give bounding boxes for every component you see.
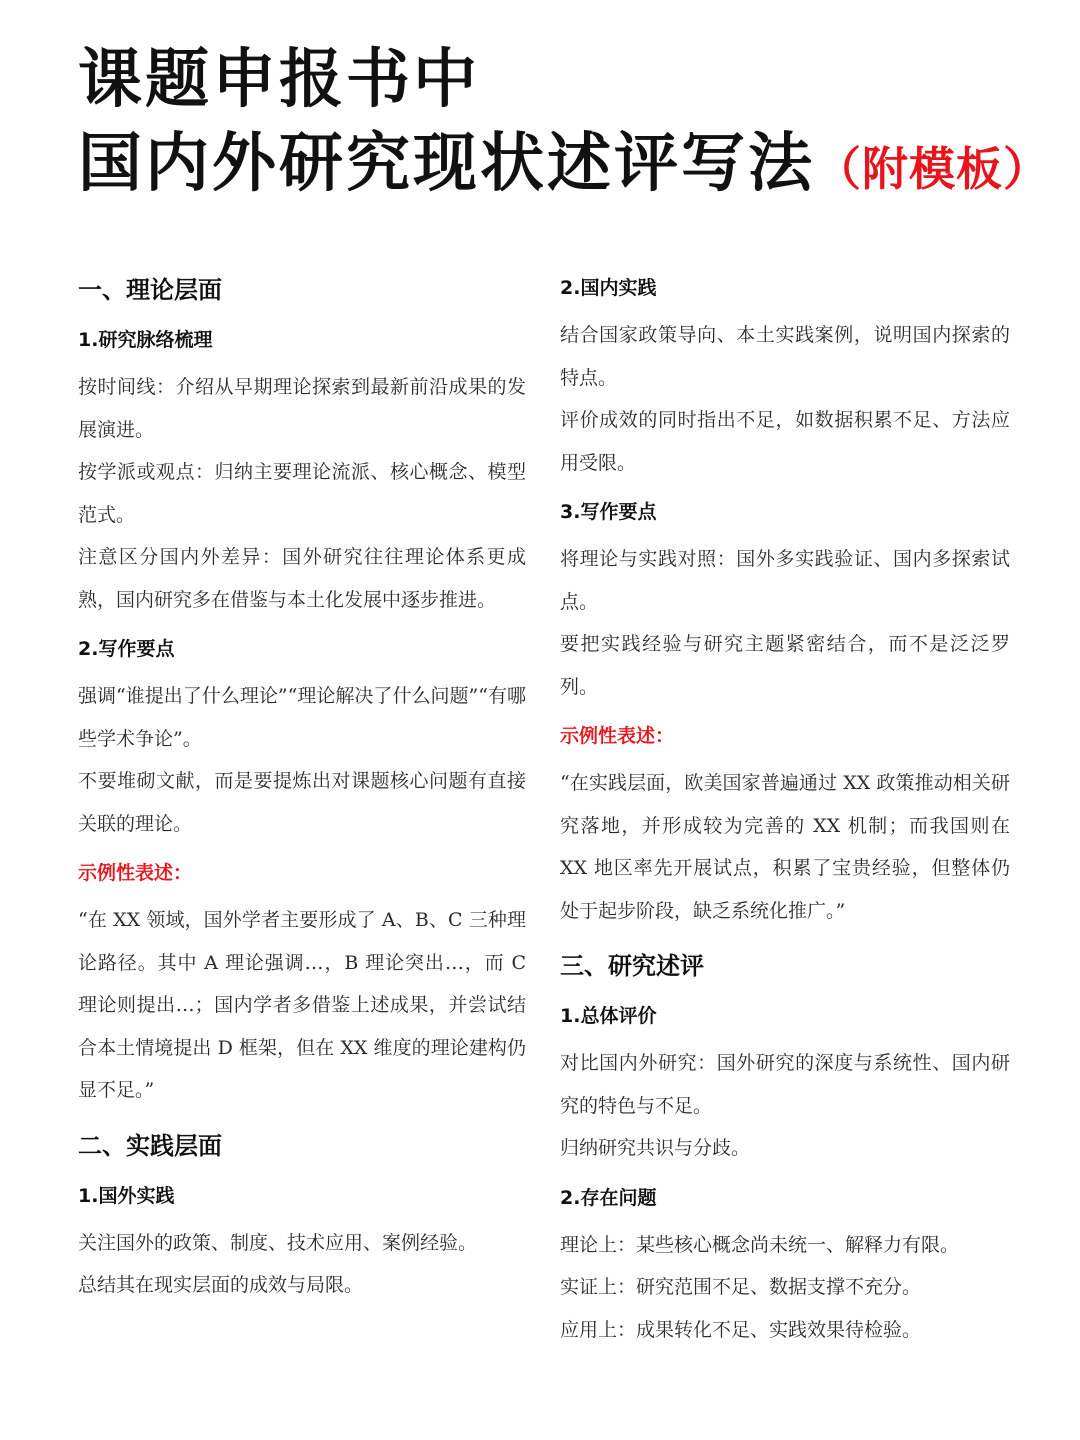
subsection-heading: 2.国内实践 [560, 277, 657, 299]
paragraph: 关注国外的政策、制度、技术应用、案例经验。 [78, 1231, 478, 1254]
example-heading: 示例性表述： [78, 862, 193, 884]
page-title [78, 38, 1068, 211]
paragraph: 归纳研究共识与分歧。 [560, 1137, 751, 1159]
paragraph: 应用上：成果转化不足、实践效果待检验。 [560, 1318, 922, 1341]
paragraph: 不要堆砌文献，而是要提炼出对课题核心问题有直接关联的理论。 [78, 770, 526, 835]
paragraph: 理论上：某些核心概念尚未统一、解释力有限。 [560, 1233, 960, 1256]
example-quote: “在 XX 领域，国外学者主要形成了 A、B、C 三种理论路径。其中 A 理论强调…，B 理论突出…，而 C 理论则提出…；国内学者多借鉴上述成果，并尝试结合本土情境提出 D 框架，但在 XX 维度的理论建构仍显不足。” [78, 909, 526, 1101]
right-column [560, 268, 1010, 1351]
title-line-2 [78, 122, 1068, 211]
subsection-heading: 2.存在问题 [560, 1186, 657, 1209]
subsection-heading: 1.国外实践 [78, 1184, 175, 1207]
paragraph: 结合国家政策导向、本土实践案例，说明国内探索的特点。 [560, 324, 1010, 389]
paragraph: 评价成效的同时指出不足，如数据积累不足、方法应用受限。 [560, 409, 1010, 474]
title-main: 国内外研究现状述评写法 [78, 127, 815, 201]
subsection-heading: 1.研究脉络梳理 [78, 329, 213, 351]
paragraph: 强调“谁提出了什么理论”“理论解决了什么问题”“有哪些学术争论”。 [78, 685, 526, 750]
example-quote: “在实践层面，欧美国家普遍通过 XX 政策推动相关研究落地，并形成较为完善的 XX 机制；而我国则在 XX 地区率先开展试点，积累了宝贵经验，但整体仍处于起步阶段，缺乏系统化推广。” [560, 772, 1010, 922]
title-line-1: 课题申报书中 [78, 43, 480, 117]
paragraph: 实证上：研究范围不足、数据支撑不充分。 [560, 1276, 922, 1298]
subsection-heading: 3.写作要点 [560, 501, 657, 523]
example-heading: 示例性表述： [560, 725, 675, 747]
section-heading: 三、研究述评 [560, 952, 704, 980]
left-column [78, 268, 526, 1307]
section-heading: 二、实践层面 [78, 1131, 222, 1160]
paragraph: 要把实践经验与研究主题紧密结合，而不是泛泛罗列。 [560, 633, 1010, 698]
paragraph: 将理论与实践对照：国外多实践验证、国内多探索试点。 [560, 548, 1010, 613]
paragraph: 对比国内外研究：国外研究的深度与系统性、国内研究的特色与不足。 [560, 1052, 1010, 1117]
subsection-heading: 1.总体评价 [560, 1005, 657, 1027]
paragraph: 按时间线：介绍从早期理论探索到最新前沿成果的发展演进。 [78, 376, 526, 441]
title-accent: （附模板） [815, 142, 1050, 196]
paragraph: 注意区分国内外差异：国外研究往往理论体系更成熟，国内研究多在借鉴与本土化发展中逐步推进。 [78, 546, 526, 611]
subsection-heading: 2.写作要点 [78, 638, 175, 660]
paragraph: 总结其在现实层面的成效与局限。 [78, 1274, 364, 1296]
section-heading: 一、理论层面 [78, 276, 222, 304]
paragraph: 按学派或观点：归纳主要理论流派、核心概念、模型范式。 [78, 461, 526, 526]
